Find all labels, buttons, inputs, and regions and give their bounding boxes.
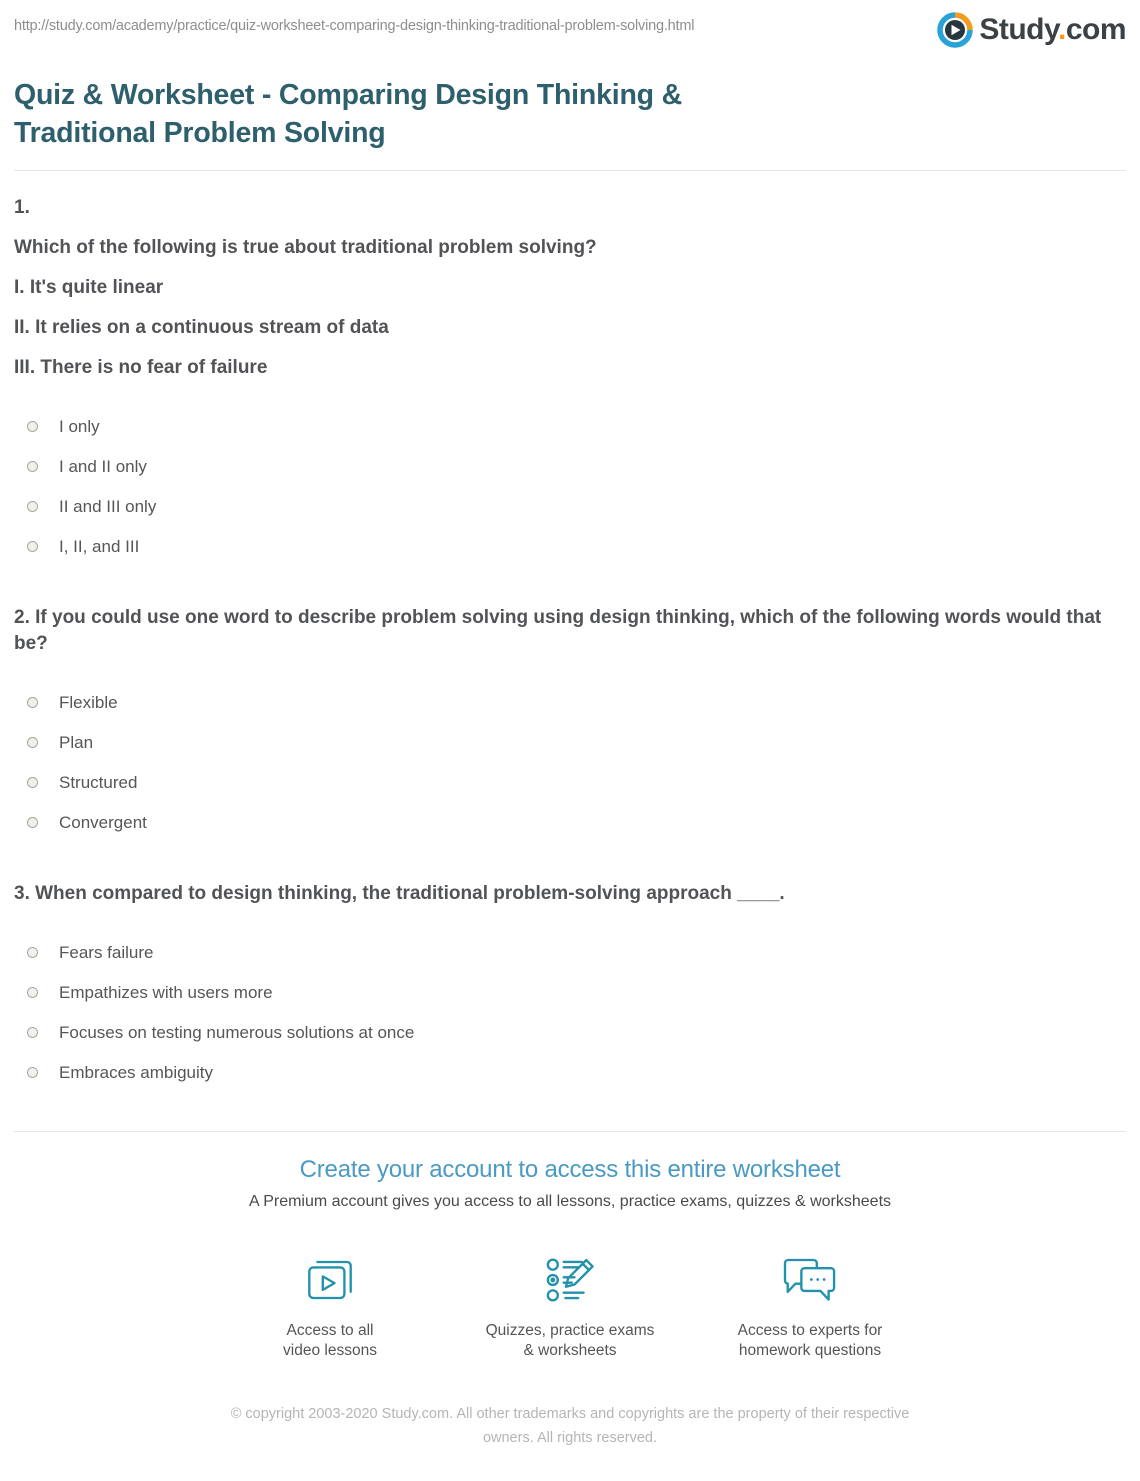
question-prompt: II. It relies on a continuous stream of data	[14, 316, 389, 338]
cta-heading: Create your account to access this entire worksheet	[299, 1155, 841, 1183]
radio-button[interactable]	[27, 987, 38, 998]
answer-option-label: Structured	[59, 772, 138, 792]
answer-option-label: Flexible	[59, 692, 118, 712]
answer-option[interactable]	[14, 933, 1126, 973]
question-prompt: 1.	[14, 196, 30, 218]
radio-button[interactable]	[27, 737, 38, 748]
benefit-label	[710, 1321, 910, 1361]
answer-option[interactable]	[14, 1053, 1126, 1093]
answer-option-label: I and II only	[59, 456, 147, 476]
studycom-logo[interactable]	[937, 12, 1126, 48]
question-2	[14, 605, 1126, 843]
answer-option-label: Convergent	[59, 812, 147, 832]
benefit-experts-chat	[710, 1249, 910, 1361]
benefit-label	[230, 1321, 430, 1361]
quiz-questions	[14, 171, 1126, 1093]
answer-option-label: Plan	[59, 732, 94, 752]
answer-option-label: Focuses on testing numerous solutions at once	[59, 1022, 415, 1042]
radio-button[interactable]	[27, 817, 38, 828]
question-prompt: Which of the following is true about traditional problem solving?	[14, 236, 597, 258]
question-prompt: 3. When compared to design thinking, the traditional problem-solving approach ____.	[14, 882, 785, 904]
answer-option-label: Fears failure	[59, 942, 154, 962]
radio-button[interactable]	[27, 501, 38, 512]
benefit-label-line: Access to all	[286, 1321, 374, 1339]
radio-button[interactable]	[27, 1027, 38, 1038]
question-prompt: I. It's quite linear	[14, 276, 164, 298]
create-account-section	[14, 1132, 1126, 1361]
answer-options	[14, 933, 1126, 1093]
answer-option-label: II and III only	[59, 496, 157, 516]
radio-button[interactable]	[27, 421, 38, 432]
cta-subheading: A Premium account gives you access to all lessons, practice exams, quizzes & worksheets	[248, 1192, 892, 1210]
page-footer	[14, 1403, 1126, 1451]
page-title: Quiz & Worksheet - Comparing Design Thinking & Traditional Problem Solving	[14, 79, 682, 150]
answer-option[interactable]	[14, 487, 1126, 527]
answer-option[interactable]	[14, 803, 1126, 843]
studycom-logo-text	[979, 13, 1126, 47]
benefit-label-line: video lessons	[283, 1341, 377, 1359]
studycom-logo-icon	[937, 12, 973, 48]
benefit-label-line: & worksheets	[523, 1341, 617, 1359]
benefit-label-line: Quizzes, practice exams	[485, 1321, 655, 1339]
page-url: http://study.com/academy/practice/quiz-worksheet-comparing-design-thinking-traditional-problem-solving.html	[14, 18, 695, 34]
copyright-text: © copyright 2003-2020 Study.com. All other trademarks and copyrights are the property of their respective owners. All rights reserved.	[230, 1405, 910, 1446]
answer-options	[14, 683, 1126, 843]
answer-option[interactable]	[14, 407, 1126, 447]
benefits-row	[230, 1249, 910, 1361]
question-prompt: III. There is no fear of failure	[14, 356, 268, 378]
answer-option[interactable]	[14, 723, 1126, 763]
benefit-video-lessons	[230, 1249, 430, 1361]
answer-option-label: Embraces ambiguity	[59, 1062, 214, 1082]
radio-button[interactable]	[27, 697, 38, 708]
answer-option[interactable]	[14, 973, 1126, 1013]
radio-button[interactable]	[27, 541, 38, 552]
logo-study: Study	[979, 13, 1058, 46]
quizzes-worksheets-icon	[470, 1249, 670, 1311]
logo-dot: .	[1057, 13, 1066, 46]
answer-option-label: I, II, and III	[59, 536, 140, 556]
answer-option[interactable]	[14, 683, 1126, 723]
radio-button[interactable]	[27, 777, 38, 788]
top-bar	[14, 12, 1126, 48]
benefit-quizzes-worksheets	[470, 1249, 670, 1361]
benefit-label	[470, 1321, 670, 1361]
question-1	[14, 195, 1126, 567]
radio-button[interactable]	[27, 1067, 38, 1078]
question-prompt: 2. If you could use one word to describe problem solving using design thinking, which of the following words would that be?	[14, 606, 1102, 654]
answer-option[interactable]	[14, 447, 1126, 487]
answer-option-label: Empathizes with users more	[59, 982, 273, 1002]
question-3	[14, 881, 1126, 1093]
radio-button[interactable]	[27, 461, 38, 472]
logo-com: com	[1065, 13, 1126, 46]
answer-option[interactable]	[14, 527, 1126, 567]
answer-option-label: I only	[59, 416, 100, 436]
answer-options	[14, 407, 1126, 567]
experts-chat-icon	[710, 1249, 910, 1311]
benefit-label-line: Access to experts for	[737, 1321, 883, 1339]
radio-button[interactable]	[27, 947, 38, 958]
answer-option[interactable]	[14, 763, 1126, 803]
benefit-label-line: homework questions	[738, 1341, 882, 1359]
video-lessons-icon	[230, 1249, 430, 1311]
answer-option[interactable]	[14, 1013, 1126, 1053]
